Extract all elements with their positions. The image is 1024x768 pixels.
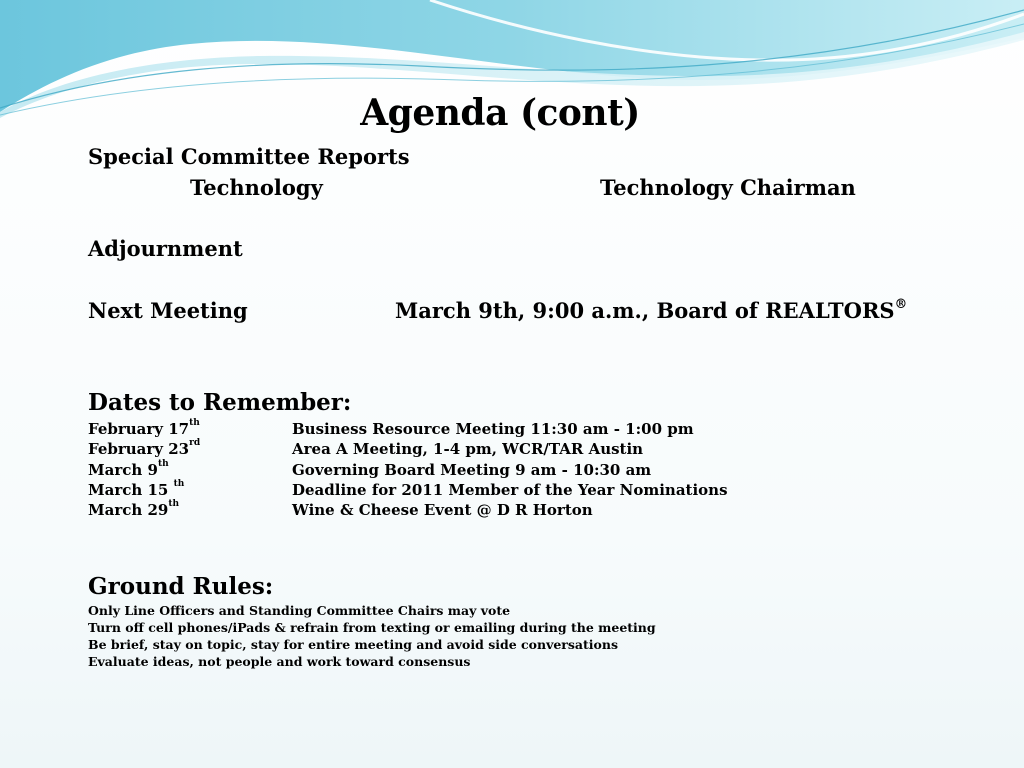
date-label: February 23 bbox=[88, 440, 190, 458]
date-item bbox=[88, 440, 200, 458]
special-reports-heading: Special Committee Reports bbox=[88, 144, 410, 169]
date-event: Wine & Cheese Event @ D R Horton bbox=[292, 501, 593, 519]
date-suffix: th bbox=[157, 459, 169, 469]
date-label: March 29 bbox=[88, 501, 169, 519]
date-suffix: th bbox=[189, 418, 200, 428]
special-reports-item: Technology bbox=[190, 175, 323, 200]
dates-heading: Dates to Remember: bbox=[88, 389, 352, 416]
ground-rule-item: Only Line Officers and Standing Committee Chairs may vote bbox=[88, 603, 511, 618]
date-item bbox=[88, 481, 184, 499]
registered-mark: ® bbox=[894, 296, 908, 311]
date-label: February 17 bbox=[88, 420, 190, 438]
next-meeting-text: March 9th, 9:00 a.m., Board of REALTORS bbox=[395, 298, 895, 323]
ground-rule-item: Turn off cell phones/iPads & refrain from texting or emailing during the meeting bbox=[88, 620, 656, 635]
date-event: Area A Meeting, 1-4 pm, WCR/TAR Austin bbox=[292, 440, 644, 458]
date-event: Governing Board Meeting 9 am - 10:30 am bbox=[292, 461, 652, 479]
special-reports-presenter: Technology Chairman bbox=[600, 175, 856, 200]
date-suffix: th bbox=[173, 479, 185, 489]
date-event: Deadline for 2011 Member of the Year Nominations bbox=[292, 481, 728, 499]
date-suffix: th bbox=[168, 499, 180, 509]
date-item bbox=[88, 420, 200, 438]
date-label: March 9 bbox=[88, 461, 158, 479]
next-meeting-label: Next Meeting bbox=[88, 298, 248, 323]
date-item bbox=[88, 461, 169, 479]
page-title: Agenda (cont) bbox=[360, 92, 640, 134]
ground-rule-item: Be brief, stay on topic, stay for entire meeting and avoid side conversations bbox=[88, 637, 618, 652]
date-event: Business Resource Meeting 11:30 am - 1:00 pm bbox=[292, 420, 694, 438]
ground-rule-item: Evaluate ideas, not people and work toward consensus bbox=[88, 654, 471, 669]
date-item bbox=[88, 501, 179, 519]
next-meeting-details bbox=[395, 298, 907, 323]
date-label: March 15 bbox=[88, 481, 174, 499]
ground-rules-heading: Ground Rules: bbox=[88, 573, 274, 600]
adjournment-heading: Adjournment bbox=[88, 236, 243, 261]
date-suffix: rd bbox=[189, 438, 201, 448]
